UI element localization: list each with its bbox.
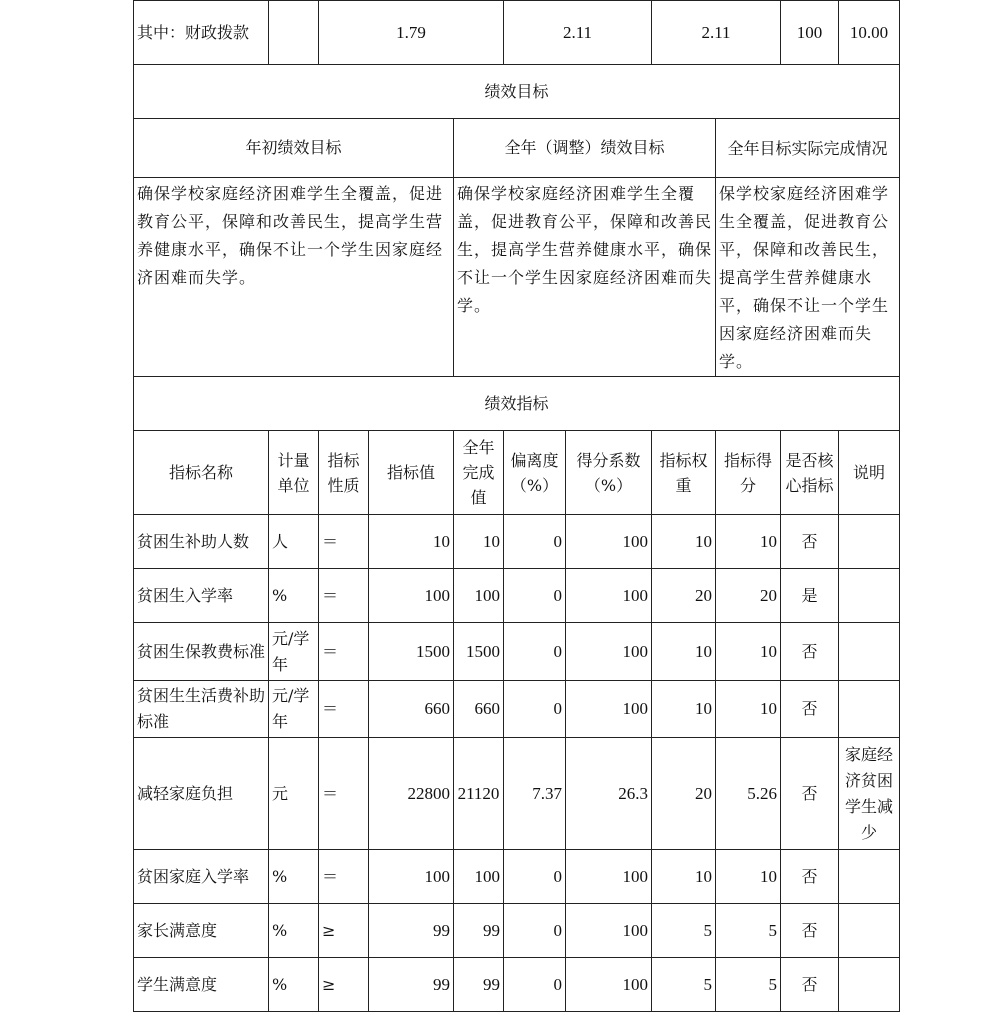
ind-core: 是 [781,569,839,623]
hdr-target: 指标值 [369,431,454,515]
funding-v1: 1.79 [319,1,504,65]
hdr-actual: 全年完成值 [454,431,504,515]
ind-deviation: 0 [504,569,566,623]
ind-unit: % [269,569,319,623]
ind-target: 1500 [369,623,454,681]
ind-deviation: 0 [504,623,566,681]
ind-target: 100 [369,569,454,623]
ind-name: 贫困家庭入学率 [134,850,269,904]
ind-note [839,850,900,904]
ind-nature: ＝ [319,623,369,681]
ind-core: 否 [781,850,839,904]
indicator-row [134,958,900,1012]
ind-deviation: 0 [504,850,566,904]
ind-nature: ＝ [319,569,369,623]
ind-score: 10 [716,623,781,681]
ind-coef: 100 [566,623,652,681]
ind-actual: 1500 [454,623,504,681]
ind-coef: 100 [566,681,652,738]
ind-core: 否 [781,958,839,1012]
ind-score: 5.26 [716,738,781,850]
goals-section-title: 绩效目标 [134,65,900,119]
ind-actual: 99 [454,904,504,958]
goals-adjusted-header: 全年（调整）绩效目标 [454,119,716,178]
indicator-row [134,681,900,738]
indicators-header-row [134,431,900,515]
ind-target: 22800 [369,738,454,850]
ind-score: 10 [716,681,781,738]
ind-unit: 元/学年 [269,623,319,681]
hdr-unit: 计量单位 [269,431,319,515]
ind-name: 贫困生生活费补助标准 [134,681,269,738]
ind-core: 否 [781,515,839,569]
ind-unit: % [269,958,319,1012]
ind-note [839,569,900,623]
ind-weight: 20 [652,569,716,623]
ind-name: 学生满意度 [134,958,269,1012]
indicator-row [134,738,900,850]
ind-actual: 660 [454,681,504,738]
ind-core: 否 [781,681,839,738]
ind-unit: 元/学年 [269,681,319,738]
ind-deviation: 7.37 [504,738,566,850]
ind-coef: 100 [566,904,652,958]
ind-coef: 100 [566,515,652,569]
ind-target: 660 [369,681,454,738]
ind-deviation: 0 [504,904,566,958]
ind-weight: 5 [652,958,716,1012]
ind-coef: 100 [566,569,652,623]
goals-adjusted-text: 确保学校家庭经济困难学生全覆盖，促进教育公平，保障和改善民生，提高学生营养健康水平，确保不让一个学生因家庭经济困难而失学。 [454,178,716,377]
ind-score: 5 [716,958,781,1012]
funding-v5: 10.00 [839,1,900,65]
goals-actual-text: 保学校家庭经济困难学生全覆盖，促进教育公平，保障和改善民生，提高学生营养健康水平，确保不让一个学生因家庭经济困难而失学。 [716,178,900,377]
ind-unit: % [269,850,319,904]
ind-nature: ＝ [319,850,369,904]
ind-weight: 10 [652,850,716,904]
hdr-deviation: 偏离度（%） [504,431,566,515]
ind-actual: 21120 [454,738,504,850]
funding-v3: 2.11 [652,1,781,65]
ind-name: 贫困生补助人数 [134,515,269,569]
ind-name: 贫困生入学率 [134,569,269,623]
funding-v2: 2.11 [504,1,652,65]
goals-initial-header: 年初绩效目标 [134,119,454,178]
hdr-note: 说明 [839,431,900,515]
indicators-section-title: 绩效指标 [134,377,900,431]
performance-table [133,0,900,1012]
ind-core: 否 [781,623,839,681]
ind-weight: 20 [652,738,716,850]
hdr-weight: 指标权重 [652,431,716,515]
ind-core: 否 [781,904,839,958]
hdr-nature: 指标性质 [319,431,369,515]
ind-note [839,515,900,569]
ind-score: 10 [716,850,781,904]
ind-unit: 人 [269,515,319,569]
ind-target: 99 [369,958,454,1012]
funding-label: 其中：财政拨款 [134,1,269,65]
indicator-row [134,850,900,904]
funding-v4: 100 [781,1,839,65]
indicator-row [134,515,900,569]
indicator-row [134,623,900,681]
ind-score: 20 [716,569,781,623]
ind-actual: 100 [454,850,504,904]
ind-note: 家庭经济贫困学生减少 [839,738,900,850]
ind-actual: 100 [454,569,504,623]
ind-coef: 26.3 [566,738,652,850]
ind-score: 10 [716,515,781,569]
goals-text-row [134,178,900,377]
funding-col2 [269,1,319,65]
indicator-row [134,569,900,623]
ind-note [839,623,900,681]
ind-nature: ＝ [319,515,369,569]
ind-nature: ≥ [319,958,369,1012]
funding-row [134,1,900,65]
goals-header-row [134,119,900,178]
hdr-score: 指标得分 [716,431,781,515]
ind-deviation: 0 [504,958,566,1012]
ind-coef: 100 [566,958,652,1012]
ind-coef: 100 [566,850,652,904]
ind-target: 99 [369,904,454,958]
ind-nature: ≥ [319,904,369,958]
ind-unit: % [269,904,319,958]
ind-core: 否 [781,738,839,850]
ind-unit: 元 [269,738,319,850]
indicator-row [134,904,900,958]
hdr-coef: 得分系数（%） [566,431,652,515]
ind-weight: 10 [652,681,716,738]
ind-weight: 10 [652,515,716,569]
ind-note [839,958,900,1012]
ind-target: 100 [369,850,454,904]
ind-actual: 10 [454,515,504,569]
ind-deviation: 0 [504,515,566,569]
ind-name: 贫困生保教费标准 [134,623,269,681]
ind-note [839,904,900,958]
ind-weight: 10 [652,623,716,681]
ind-deviation: 0 [504,681,566,738]
ind-nature: ＝ [319,738,369,850]
hdr-name: 指标名称 [134,431,269,515]
ind-target: 10 [369,515,454,569]
ind-actual: 99 [454,958,504,1012]
ind-score: 5 [716,904,781,958]
ind-name: 减轻家庭负担 [134,738,269,850]
ind-weight: 5 [652,904,716,958]
goals-actual-header: 全年目标实际完成情况 [716,119,900,178]
ind-name: 家长满意度 [134,904,269,958]
goals-initial-text: 确保学校家庭经济困难学生全覆盖，促进教育公平，保障和改善民生，提高学生营养健康水平，确保不让一个学生因家庭经济困难而失学。 [134,178,454,377]
ind-nature: ＝ [319,681,369,738]
hdr-core: 是否核心指标 [781,431,839,515]
ind-note [839,681,900,738]
